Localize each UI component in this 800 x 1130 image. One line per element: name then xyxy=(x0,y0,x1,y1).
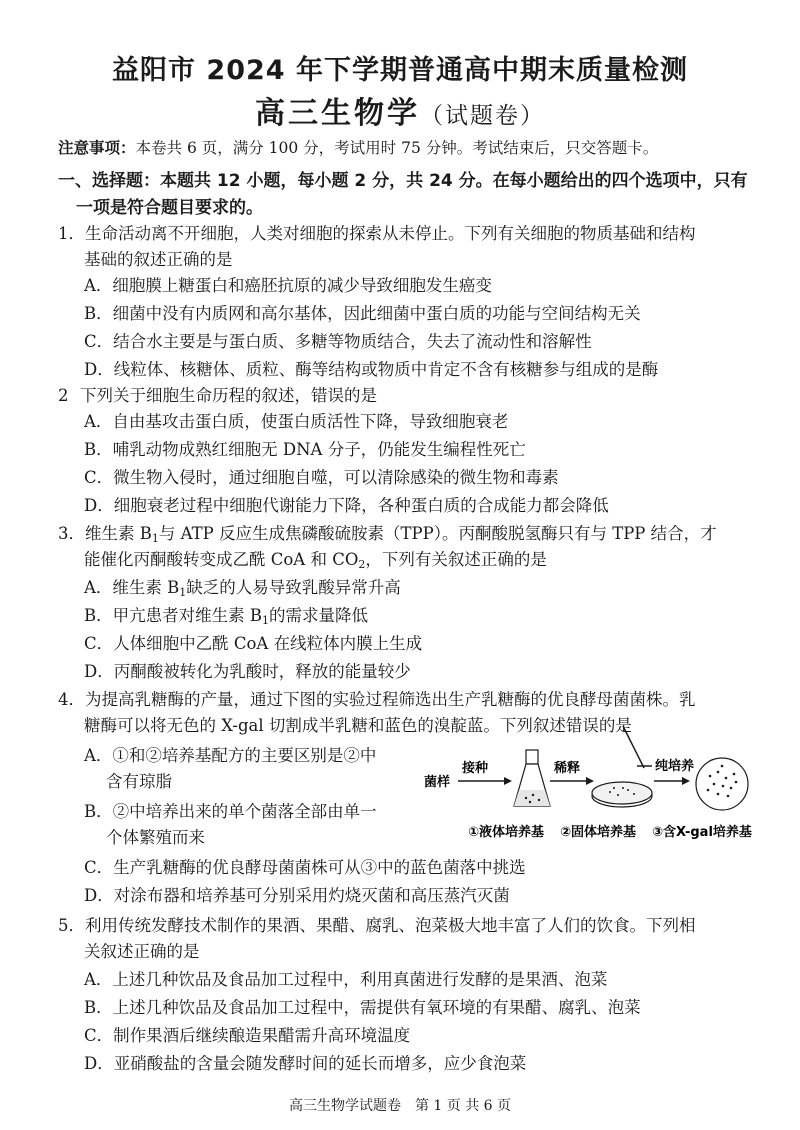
question-5-option-b: B．上述几种饮品及食品加工过程中，需提供有氧环境的有果醋、腐乳、泡菜 xyxy=(84,998,641,1017)
question-1-stem-text1: 生命活动离不开细胞，人类对细胞的探索从未停止。下列有关细胞的物质基础和结构 xyxy=(85,224,696,243)
question-2-option-d: D．细胞衰老过程中细胞代谢能力下降，各种蛋白质的合成能力都会降低 xyxy=(84,496,609,515)
fig-arrowhead-3 xyxy=(682,777,690,785)
question-4-number: 4． xyxy=(58,690,85,709)
question-3-option-b xyxy=(84,604,368,633)
question-2-option-c: C．微生物入侵时，通过细胞自噬，可以清除感染的微生物和毒素 xyxy=(84,468,559,487)
q3-stem2a: 能催化丙酮酸转变成乙酰 CoA 和 CO xyxy=(84,550,359,569)
fig-label-solid: ②固体培养基 xyxy=(560,825,637,840)
section-heading-line1: 一、选择题：本题共 12 小题，每小题 2 分，共 24 分。在每小题给出的四个选项中，只有 xyxy=(58,171,748,191)
q3-stem1b: 与 ATP 反应生成焦磷酸硫胺素（TPP）。丙酮酸脱氢酶只有与 TPP 结合，才 xyxy=(158,524,717,543)
question-4-option-a-line1: A．①和②培养基配方的主要区别是②中 xyxy=(84,746,377,765)
question-4-option-d: D．对涂布器和培养基可分别采用灼烧灭菌和高压蒸汽灭菌 xyxy=(84,886,510,905)
q3-a-part2: 缺乏的人易导致乳酸异常升高 xyxy=(186,578,401,597)
section-heading-line2: 一项是符合题目要求的。 xyxy=(76,198,263,218)
question-1-option-a: A．细胞膜上糖蛋白和癌胚抗原的减少导致细胞发生癌变 xyxy=(84,276,492,295)
exam-title: 益阳市 2024 年下学期普通高中期末质量检测 xyxy=(112,55,688,86)
question-3-option-c: C．人体细胞中乙酰 CoA 在线粒体内膜上生成 xyxy=(84,634,423,653)
subject-name: 高三生物学 xyxy=(255,96,420,131)
fig-arrowhead-1 xyxy=(504,777,512,785)
q3-stem2-sub: 2 xyxy=(358,558,366,571)
question-4-stem-line1 xyxy=(58,688,696,712)
q3-stem1a: 维生素 B xyxy=(85,524,152,543)
question-5-option-c: C．制作果酒后继续酿造果醋需升高环境温度 xyxy=(84,1026,411,1045)
notice-label: 注意事项： xyxy=(58,139,136,157)
xgal-plate-icon xyxy=(696,758,748,810)
question-1-number: 1． xyxy=(58,224,85,243)
page-footer: 高三生物学试题卷 第 1 页 共 6 页 xyxy=(288,1098,512,1114)
question-5-option-a: A．上述几种饮品及食品加工过程中，利用真菌进行发酵的是果酒、泡菜 xyxy=(84,970,608,989)
question-2-option-b: B．哺乳动物成熟红细胞无 DNA 分子，仍能发生编程性死亡 xyxy=(84,440,526,459)
q3-b-sub: 1 xyxy=(262,614,269,627)
question-2-number: 2 xyxy=(58,386,69,405)
question-1-stem-line2: 基础的叙述正确的是 xyxy=(84,250,233,269)
question-4-stem-text1: 为提高乳糖酶的产量，通过下图的实验过程筛选出生产乳糖酶的优良酵母菌菌株。乳 xyxy=(85,690,696,709)
question-4-option-c: C．生产乳糖酶的优良酵母菌菌株可从③中的蓝色菌落中挑选 xyxy=(84,858,526,877)
question-3-stem-line2 xyxy=(84,548,547,577)
fig-arrowhead-2 xyxy=(586,777,594,785)
question-4-option-b-line2: 个体繁殖而来 xyxy=(106,828,205,847)
fig-label-liquid: ①液体培养基 xyxy=(468,825,545,840)
question-1-option-b: B．细菌中没有内质网和高尔基体，因此细菌中蛋白质的功能与空间结构无关 xyxy=(84,304,641,323)
question-2-stem-text1: 下列关于细胞生命历程的叙述，错误的是 xyxy=(80,386,377,405)
screening-process-figure xyxy=(418,722,763,852)
fig-sample-label: 菌样 xyxy=(424,775,451,790)
question-1-option-c: C．结合水主要是与蛋白质、多糖等物质结合，失去了流动性和溶解性 xyxy=(84,332,592,351)
question-3-option-d: D．丙酮酸被转化为乳酸时，释放的能量较少 xyxy=(84,662,411,681)
question-2-option-a: A．自由基攻击蛋白质，使蛋白质活性下降，导致细胞衰老 xyxy=(84,412,509,431)
notice-text: 本卷共 6 页，满分 100 分，考试用时 75 分钟。考试结束后，只交答题卡。 xyxy=(135,139,659,157)
q3-a-sub: 1 xyxy=(179,586,187,599)
question-4-option-a-line2: 含有琼脂 xyxy=(106,772,172,791)
question-3-option-a xyxy=(84,576,401,605)
fig-inoculate-label: 接种 xyxy=(462,761,489,776)
paper-type: （试题卷） xyxy=(420,103,545,129)
q3-b-part2: 的需求量降低 xyxy=(269,606,368,625)
q3-stem1-sub: 1 xyxy=(151,532,159,545)
solid-plate-icon xyxy=(592,782,652,807)
question-1-stem-line1 xyxy=(58,222,696,246)
question-1-option-d: D．线粒体、核糖体、质粒、酶等结构或物质中肯定不含有核糖参与组成的是酶 xyxy=(84,360,659,379)
notice xyxy=(58,136,758,158)
spreader-icon xyxy=(623,726,652,768)
fig-dilute-label: 稀释 xyxy=(554,761,581,776)
question-4-stem-line2: 糖酶可以将无色的 X-gal 切割成半乳糖和蓝色的溴靛蓝。下列叙述错误的是 xyxy=(84,716,632,735)
liquid-flask-icon xyxy=(514,750,550,806)
question-5-stem-line2: 关叙述正确的是 xyxy=(84,942,200,961)
q3-stem2b: ，下列有关叙述正确的是 xyxy=(365,550,547,569)
question-4-option-b-line1: B．②中培养出来的单个菌落全部由单一 xyxy=(84,802,377,821)
question-5-stem-text1: 利用传统发酵技术制作的果酒、果醋、腐乳、泡菜极大地丰富了人们的饮食。下列相 xyxy=(85,916,696,935)
figure-svg xyxy=(418,722,763,852)
fig-pure-culture-label: 纯培养 xyxy=(655,759,695,774)
exam-subtitle xyxy=(0,88,800,132)
question-5-number: 5． xyxy=(58,916,85,935)
question-3-number: 3． xyxy=(58,524,85,543)
section-heading xyxy=(58,168,758,222)
q3-b-part1: B．甲亢患者对维生素 B xyxy=(84,606,262,625)
question-5-stem-line1 xyxy=(58,914,696,938)
fig-label-xgal: ③含X-gal培养基 xyxy=(652,825,752,840)
question-2-stem-line1 xyxy=(58,384,377,408)
question-5-option-d: D．亚硝酸盐的含量会随发酵时间的延长而增多，应少食泡菜 xyxy=(84,1054,527,1073)
question-3-stem-line1 xyxy=(58,522,717,551)
q3-a-part1: A．维生素 B xyxy=(84,578,180,597)
